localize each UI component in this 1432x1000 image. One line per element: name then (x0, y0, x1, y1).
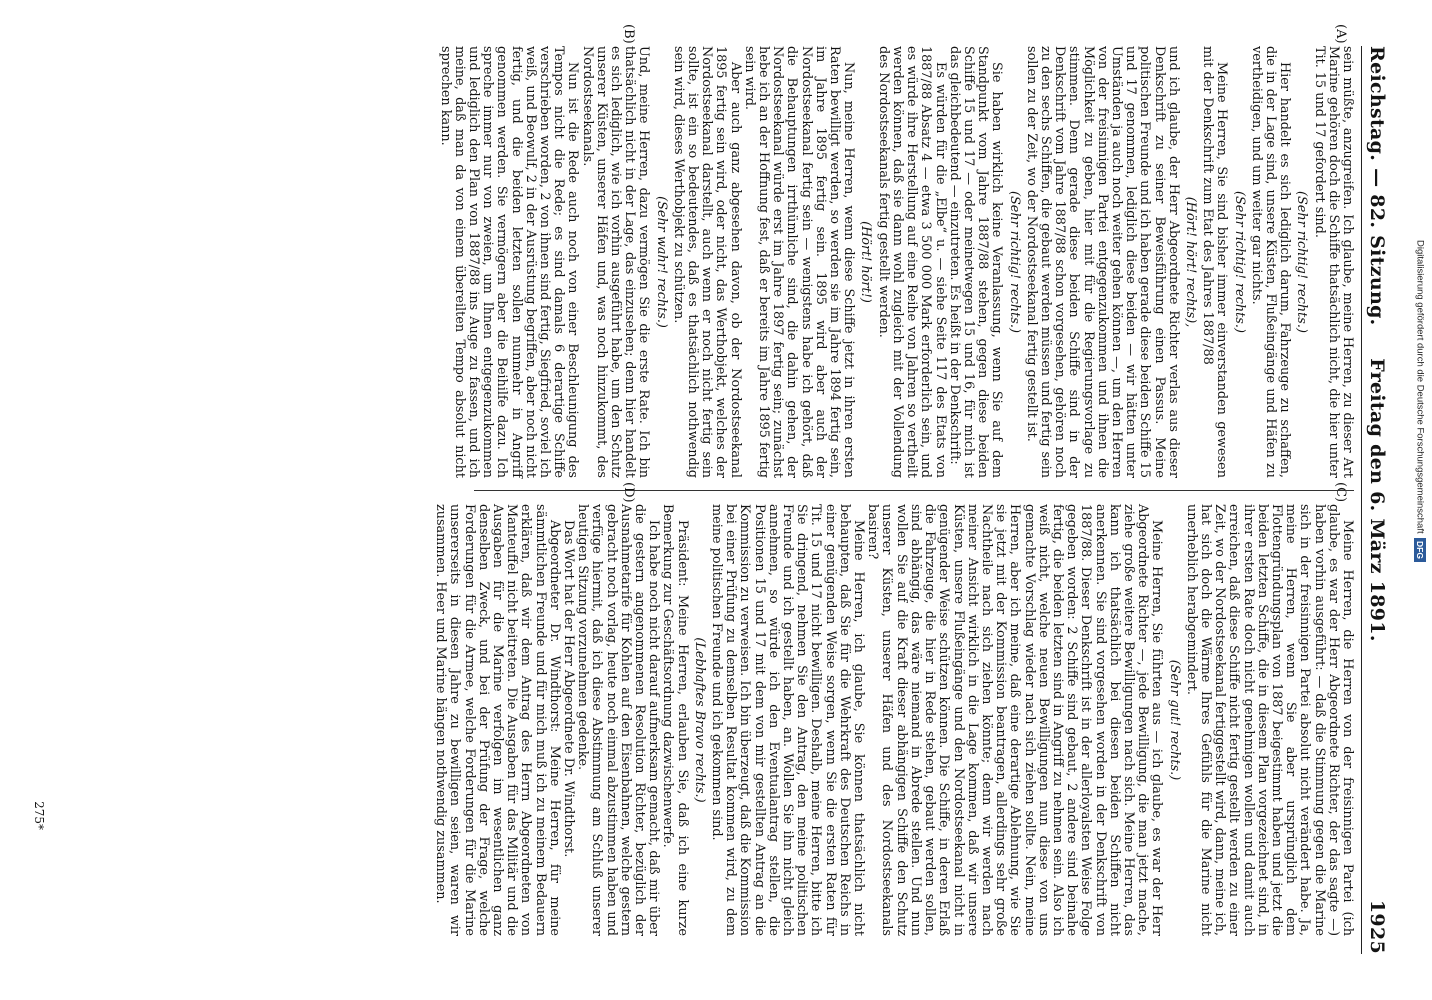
margin-marker-c: (C) (1333, 482, 1348, 503)
page-header (1361, 46, 1392, 954)
paragraph: und ich glaube, der Herr Abgeordnete Richter verlas aus dieser Denkschrift zu seiner Beweisführung einen Passus. Meine politischen Freunde und ich haben gerade diese beiden Schiffe 15 und 17 genommen, lediglich diese beiden — wir hätten unter Umständen ja auch noch weiter gehen können —, um den Herren von der freisinnigen Partei entgegenzukommen und ihnen die Möglichkeit zu geben, hier mit für die Regierungsvorlage zu stimmen. Denn gerade diese beiden Schiffe sind in der Denkschrift vom Jahre 1887/88 schon vorgesehen, gehören noch zu den sechs Schiffen, die gebaut werden müssen und fertig sein sollen zu der Zeit, wo der Nordostseekanal fertig gestellt ist. (1023, 46, 1181, 478)
paragraph: Meine Herren, Sie führten aus — ich glaube, es war der Herr Abgeordnete Richter —, jede Bewilligung, die man jetzt mache, ziehe große weitere Bewilligungen nach sich. Meine Herren, das kann ich thatsächlich bei diesen beiden Schiffen nicht anerkennen. Sie sind vorgesehen worden in der Denkschrift von 1887/88. Dieser Denkschrift ist in der allerloyalsten Weise Folge gegeben worden: 2 Schiffe sind gebaut, 2 andere sind beinahe fertig, die beiden letzten sind in Angriff zu nehmen sein. Also ich weiß nicht, welche neuen Bewilligungen nun diese von uns gemachte Vorschlag wieder nach sich ziehen sollte. Nein, meine Herren, aber ich meine, daß eine derartige Ablehnung, wie Sie sie jetzt mit der Kommission beantragen, allerdings sehr große Nachtheile nach sich ziehen könnte; denn wir werden nach meiner Ansicht wirklich in die Lage kommen, daß wir unsere Küsten, unsere Flußeingänge und den Nordostseekanal nicht in genügender Weise schützen können. Die Schiffe, in deren Erlaß die Fahrzeuge, die hier in Rede stehen, gebaut werden sollen, sind abhängig, das wäre niemand in Abrede stellen. Und nun wollen Sie auf die Kraft dieser abhängigen Schiffe den Schutz unserer Küsten, unserer Häfen und des Nordostseekanals basiren? (865, 504, 1165, 936)
document-page (26, 20, 1406, 980)
paragraph: Meine Herren, Sie sind bisher immer einverstanden gewesen mit der Denkschrift zum Etat des Jahres 1887/88 (1200, 46, 1230, 478)
paragraph: Es würden für die „Elbe“ u. — siehe Seite 117 des Etats von 1887/88 Absatz 4 — etwa 3 500 000 Mark erforderlich sein, und es würde ihre Herstellung auf eine Reihe von Jahren so vertheilt werden können, daß sie dann wohl zugleich mit der Vollendung des Nordostseekanals fertig gestellt werden. (875, 46, 948, 478)
footer-page-mark: 275* (32, 801, 46, 830)
dfg-logo: DFG (1414, 538, 1426, 562)
interjection: (Hört! hört! rechts), (1182, 196, 1198, 328)
right-text-column (433, 504, 1355, 936)
interjection: (Sehr richtig! rechts.) (1294, 191, 1310, 333)
interjection: (Lebhaftes Bravo rechts.) (691, 637, 707, 803)
paragraph: Aber auch ganz abgesehen davon, ob der Nordostseekanal 1895 fertig sein wird, oder nicht, das Werthobjekt, welches der Nordostseekanal darstellt, auch wenn er noch nicht fertig sein sollte, ist ein so bedeutendes, daß es thatsächlich nothwendig sein wird, dieses Werthobjekt zu schützen. (670, 46, 743, 478)
paragraph: Abgeordneter Dr. Windthorst: Meine Herren, für meine sämmtlichen Freunde und für mich muß ich zu meinem Bedauern erklären, daß wir dem Antrag des Herrn Abgeordneten von Manteuffel nicht beitreten. Die Ausgaben für das Militär und die Ausgaben für die Marine verfolgen im wesentlichen ganz denselben Zweck, und bei der Prüfung der Frage, welche Forderungen für die Armee, welche Forderungen für die Marine unsererseits in diesen Jahre zu bewilligen seien, waren wir zusammen. Heer und Marine hängen nothwendig zusammen. (433, 504, 562, 936)
interjection: (Sehr richtig! rechts.) (1006, 191, 1022, 333)
digitization-credit (1414, 240, 1426, 562)
margin-marker-b: (B) (621, 24, 636, 44)
paragraph: Präsident: Meine Herren, erlauben Sie, daß ich eine kurze Bemerkung zur Geschäftsordnung dazwischenwerfe. (660, 504, 690, 936)
paragraph: Nun, meine Herren, wenn diese Schiffe jetzt in ihren ersten Raten bewilligt werden, so werden sie im Jahre 1894 fertig sein, im Jahre 1895 fertig sein. 1895 wird aber auch der Nordostseekanal fertig sein — wenigstens habe ich gehört, daß die Behauptungen irrthümliche sind, die dahin gehen, der Nordostseekanal würde erst im Jahre 1897 fertig sein; zunächst hebe ich an der Hoffnung fest, daß er bereits im Jahre 1895 fertig sein wird. (741, 46, 857, 478)
header-date: Freitag den 6. März 1891. (1366, 358, 1388, 642)
interjection: (Sehr wahr! rechts.) (653, 196, 669, 328)
interjection: (Sehr richtig! rechts.) (1231, 191, 1247, 333)
header-page-number: 1925 (1366, 899, 1388, 954)
header-session-title: Reichstag. — 82. Sitzung. (1366, 46, 1388, 326)
margin-marker-d: (D) (621, 482, 636, 503)
paragraph: Das Wort hat der Herr Abgeordnete Dr. Windthorst. (561, 520, 577, 858)
credit-text: Digitalisierung gefördert durch die Deutsche Forschungsgemeinschaft (1414, 240, 1426, 534)
paragraph: Sie haben wirklich keine Veranlassung, wenn Sie auf dem Standpunkt vom Jahre 1887/88 stehen, gegen diese beiden Schiffe 15 und 17 — oder meinetwegen 15 und 16, für mich ist das gleichbedeutend — einzutreten. Es heißt in der Denkschrift: (946, 46, 1005, 478)
paragraph: Ich habe noch nicht darauf aufmerksam gemacht, daß mir über die gestern angenommenen Resolution Richter, bezüglich der Ausnahmetarife für Kohlen auf den Eisenbahnen, welche gestern gebracht noch vorlag, heute noch einmal abzustimmen haben und verfüge hiermit, daß ich diese Abstimmung am Schluß unserer heutigen Sitzung vorzunehmen gedenke. (575, 504, 662, 936)
interjection: (Sehr gut! rechts.) (1166, 659, 1182, 781)
paragraph: Nun ist die Rede auch noch von einer Beschleunigung des Tempos nicht die Rede; es sind damals 6 derartige Schiffe verschrieben worden, 2 von ihnen sind fertig, Siegfried, soviel ich weiß, und Beowulf, 2 in der Ausrüstung begriffen, aber noch nicht fertig, und die beiden letzten sollen nunmehr in Angriff genommen werden. Sie vermögern aber die Beihilfe dazu. Ich spreche immer nur von zweien, um Ihnen entgegenzukommen und lediglich den Plan von 1887/88 ins Auge zu fassen, und ich meine, daß man da von einem übereilten Tempo absolut nicht sprechen kann. (437, 46, 581, 478)
paragraph: sein müßte, anzugreifen. Ich glaube, meine Herren, zu dieser Art Marine gehören doch die Schiffe thatsächlich nicht, die hier unter Tit. 15 und 17 gefordert sind. (1311, 46, 1355, 478)
paragraph: Hier handelt es sich lediglich darum, Fahrzeuge zu schaffen, die in der Lage sind, unsere Küsten, Flußeingänge und Häfen zu vertheidigen, und um weiter gar nichts. (1248, 46, 1293, 478)
paragraph: Meine Herren, die Herren von der freisinnigen Partei (ich glaube, es war der Herr Abgeordnete Richter, der das sagte —) haben vorhin ausgeführt: — daß die Stimmung gegen die Marine sich in der freisinnigen Partei absolut nicht verändert habe. Ja, meine Herren, wenn Sie aber ursprünglich dem Flottengründungsplan von 1887 beigestimmt haben und jetzt die beiden letzten Schiffe, die in diesem Plan vorgezeichnet sind, in ihrer ersten Rate doch nicht genehmigen wollen und damit auch erreichen, daß diese Schiffe nicht fertig gestellt werden zu einer Zeit, wo der Nordostseekanal fertiggestellt wird, dann, meine ich, hat sich doch die Wärme Ihres Gefühls für die Marine nicht unerheblich herabgemindert. (1183, 504, 1355, 936)
left-text-column (437, 46, 1355, 478)
margin-marker-a: (A) (1333, 24, 1348, 44)
column-divider (474, 490, 1354, 491)
interjection: (Hört! hört!) (858, 221, 874, 303)
paragraph: Meine Herren, ich glaube, Sie können thatsächlich nicht behaupten, daß Sie für die Wehrkraft des Deutschen Reichs in einer genügenden Weise sorgen, wenn Sie die ersten Raten für Tit. 15 und 17 nicht bewilligen. Deshalb, meine Herren, bitte ich Sie dringend, nehmen Sie den Antrag, den meine politischen Freunde und ich gestellt haben, an. Wollen Sie ihn nicht gleich annehmen, so würde ich den Eventualantrag stellen, die Positionen 15 und 17 mit dem von mir gestellten Antrag an die Kommission zu verweisen. Ich bin überzeugt, daß die Kommission bei einer Prüfung zu demselben Resultat kommen wird, zu dem meine politischen Freunde und ich gekommen sind. (709, 504, 867, 936)
paragraph: Und, meine Herren, dazu vermögen Sie die erste Rate. Ich bin thatsächlich nicht in der Lage, das einzusehen; denn hier handelt es sich lediglich, wie ich vorhin ausgeführt habe, um den Schutz unserer Küsten, unserer Häfen und, was noch hinzukommt, des Nordostseekanals. (579, 46, 652, 478)
